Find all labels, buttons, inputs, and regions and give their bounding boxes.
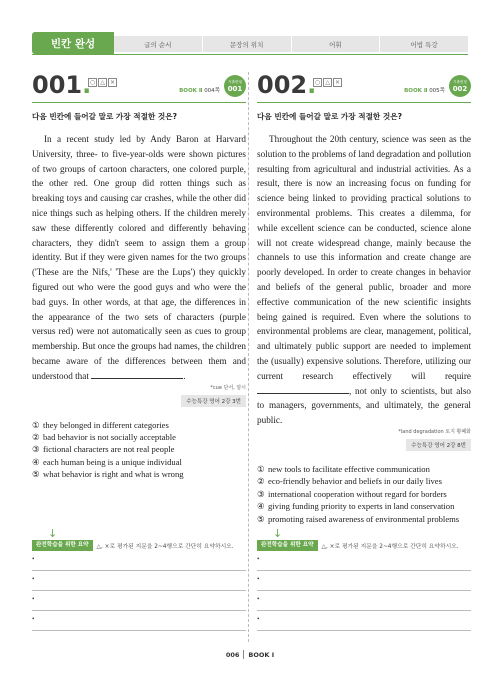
choice-5[interactable]: ⑤ what behavior is right and what is wrong xyxy=(32,469,184,480)
header-rule xyxy=(32,102,246,103)
choice-5[interactable]: ⑤ promoting raised awareness of environmental problems xyxy=(257,513,460,524)
question-header xyxy=(32,72,246,100)
check-x-box[interactable]: × xyxy=(334,79,341,86)
tab-vocabulary[interactable]: 어휘 xyxy=(292,36,381,52)
summary-header xyxy=(32,540,246,551)
footer-separator xyxy=(243,650,244,659)
summary-instruction: △, ×로 평가된 지문을 2~4행으로 간단히 요약하시오. xyxy=(321,544,459,550)
passage: Throughout the 20th century, science was seen as the solution to the problems of land degradation and pollution resulting from agricultural and industrial activities. As a result, there is now an increasing focus on funding for science being linked to providing practical solutions to environmental problems. This creates a dilemma, for while excellent science can be conducted, science alone will not create widespread change, mainly because the channels to use this information and create change are poorly developed. In order to create changes in behavior and beliefs of the general public, broader and more effective communication of the new scientific insights being gained is required. Even where the solutions to environmental problems are clear, management, political, and ultimately public support are needed to implement the (usually) expensive solutions. Therefore, utilizing our current research effectively will require , not only to scientists, but also to managers, governments, and ultimately, the general public. xyxy=(257,134,471,426)
page-number: 006 xyxy=(225,650,240,659)
summary-box-001 xyxy=(32,527,246,631)
question-number: 001. xyxy=(32,71,92,99)
choice-3[interactable]: ③ international cooperation without regard for borders xyxy=(257,488,447,499)
book-reference: BOOK Ⅱ 004쪽 xyxy=(179,88,220,94)
summary-line-2[interactable] xyxy=(257,571,471,591)
summary-label: 완전학습을 위한 요약 xyxy=(32,540,93,551)
question-title: 다음 빈칸에 들어갈 말로 가장 적절한 것은? xyxy=(257,112,402,121)
summary-header xyxy=(257,540,471,551)
summary-line-1[interactable] xyxy=(32,551,246,571)
summary-label: 완전학습을 위한 요약 xyxy=(257,540,318,551)
column-divider xyxy=(248,72,249,642)
book-label: BOOK Ⅰ xyxy=(248,650,275,659)
summary-line-2[interactable] xyxy=(32,571,246,591)
check-triangle-box[interactable]: △ xyxy=(323,78,332,87)
tab-sentence-position[interactable]: 문장의 위치 xyxy=(203,36,292,52)
choice-4[interactable]: ④ giving funding priority to experts in land conservation xyxy=(257,501,455,512)
page-footer xyxy=(0,650,500,659)
tab-grammar[interactable]: 어법 특강 xyxy=(410,40,438,49)
summary-line-3[interactable] xyxy=(32,591,246,611)
choice-3[interactable]: ③ fictional characters are not real people xyxy=(32,444,175,455)
book-reference: BOOK Ⅱ 005쪽 xyxy=(404,88,445,94)
question-002 xyxy=(257,72,471,525)
self-check-marks xyxy=(313,78,342,87)
choice-4[interactable]: ④ each human being is a unique individual xyxy=(32,456,182,467)
source-label: 수능특강 영어 2강 8번 xyxy=(257,439,471,451)
question-badge: 기출변형 001 xyxy=(224,75,246,97)
question-header xyxy=(257,72,471,100)
check-o-box[interactable]: ○ xyxy=(314,79,321,86)
arrow-down-icon: ↓ xyxy=(48,527,58,540)
summary-line-1[interactable] xyxy=(257,551,471,571)
summary-line-4[interactable] xyxy=(257,611,471,631)
arrow-down-icon: ↓ xyxy=(273,527,283,540)
source-label: 수능특강 영어 2강 3번 xyxy=(32,395,246,407)
question-title: 다음 빈칸에 들어갈 말로 가장 적절한 것은? xyxy=(32,112,177,121)
tab-blank-completion[interactable]: 빈칸 완성 xyxy=(32,32,114,54)
footnote: *land degradation 토지 황폐화 xyxy=(398,428,471,435)
question-number: 002. xyxy=(257,71,317,99)
choice-2[interactable]: ② eco-friendly behavior and beliefs in our daily lives xyxy=(257,476,442,487)
choice-list xyxy=(257,463,471,525)
passage: In a recent study led by Andy Baron at Harvard University, three- to five-year-olds were shown pictures of two groups of cartoon characters, one colored purple, the other red. One group did rotten things such as breaking toys and causing car crashes, while the other did nice things such as helping others. If the children merely saw these differently colored and differently behaving characters, they didn't seem to assign them a group identity. But if they were given names for the two groups ('These are the Nifs,' 'These are the Lups') they quickly figured out who were the good guys and who were the bad guys. In other words, at that age, the differences in the appearance of the two sets of characters (purple versus red) were not automatically seen as cues to group membership. But once the groups had names, the children became aware of the differences between them and understood that . xyxy=(32,134,246,381)
question-001 xyxy=(32,72,246,481)
summary-line-4[interactable] xyxy=(32,611,246,631)
tab-sentence-order[interactable]: 글의 순서 xyxy=(114,36,203,52)
tab-list xyxy=(114,36,468,52)
answer-blank xyxy=(91,369,183,379)
choice-list xyxy=(32,419,246,481)
choice-1[interactable]: ① new tools to facilitate effective communication xyxy=(257,463,430,474)
footnote: *cue 단서, 암시 xyxy=(210,384,246,391)
check-o-box[interactable]: ○ xyxy=(89,79,96,86)
check-triangle-box[interactable]: △ xyxy=(98,78,107,87)
summary-line-3[interactable] xyxy=(257,591,471,611)
question-badge: 기출변형 002 xyxy=(449,75,471,97)
check-x-box[interactable]: × xyxy=(109,79,116,86)
choice-1[interactable]: ① they belonged in different categories xyxy=(32,419,169,430)
tab-underline xyxy=(32,54,468,55)
choice-2[interactable]: ② bad behavior is not socially acceptable xyxy=(32,431,176,442)
self-check-marks xyxy=(88,78,117,87)
summary-box-002 xyxy=(257,527,471,631)
header-rule xyxy=(257,102,471,103)
chapter-tab-bar xyxy=(0,32,500,54)
summary-instruction: △, ×로 평가된 지문을 2~4행으로 간단히 요약하시오. xyxy=(96,544,234,550)
answer-blank xyxy=(257,384,349,394)
